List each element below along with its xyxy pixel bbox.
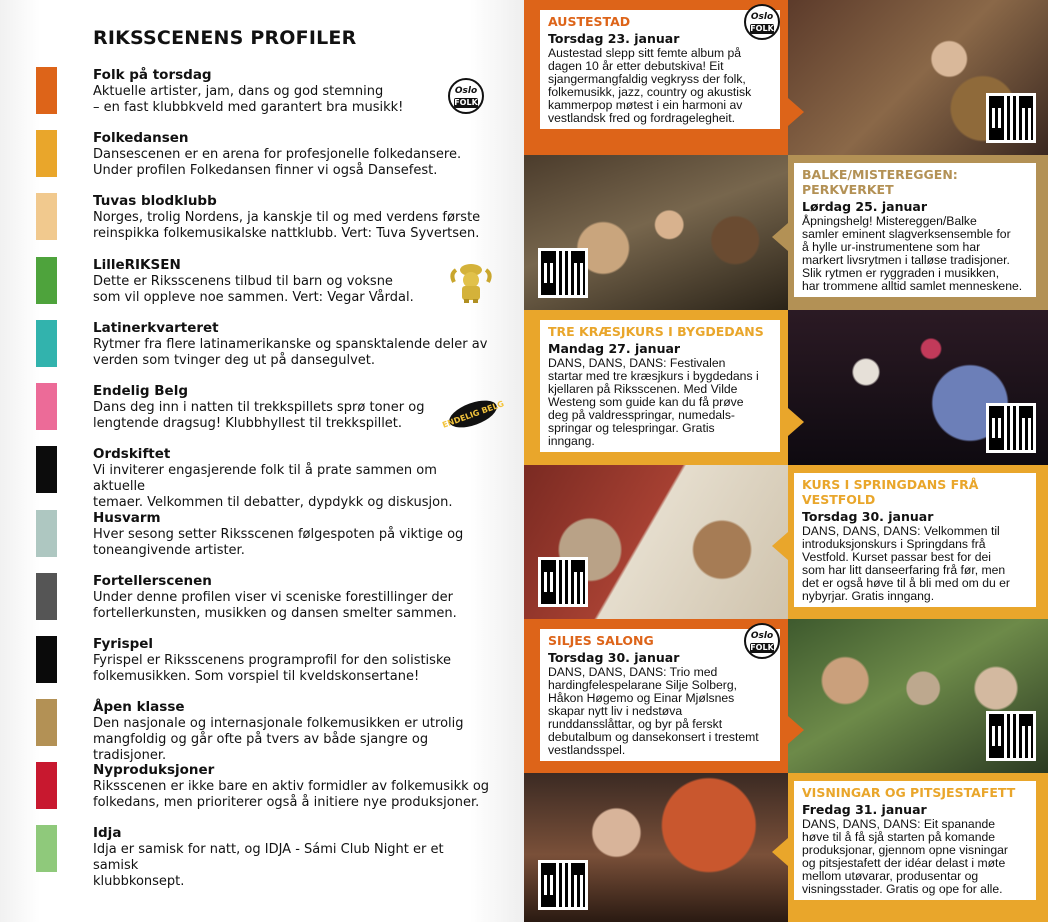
arrow-notch bbox=[788, 98, 804, 126]
badge-text: Oslo bbox=[750, 631, 774, 641]
profile-description-line: Idja er samisk for natt, og IDJA - Sámi Club Night er et samisk bbox=[93, 842, 444, 873]
badge-text: FOLK bbox=[750, 643, 774, 652]
logo-text: Oslo bbox=[454, 86, 478, 96]
right-page bbox=[524, 0, 1048, 922]
event-description-line: har trommene alltid samlet menneskene. bbox=[802, 279, 1023, 293]
profile-description-line: Fyrispel er Riksscenens programprofil for den solistiske bbox=[93, 653, 452, 668]
profile-description-line: Norges, trolig Nordens, ja kanskje til og med verdens første bbox=[93, 210, 481, 225]
event-card bbox=[794, 163, 1036, 297]
event-description-line: Vestfold. Kurset passar best for dei bbox=[802, 550, 992, 564]
endelig-belg-logo-text: ENDELIG BELG bbox=[441, 399, 506, 430]
event-description-line: å hylle ur-instrumentene som har bbox=[802, 240, 981, 254]
event-description-line: sjangermangfaldig vegkryss der folk, bbox=[548, 72, 746, 86]
event-description-line: vestlandsspel. bbox=[548, 743, 626, 757]
event-description-line: deg på valdresspringar, numedals- bbox=[548, 408, 735, 422]
event-row bbox=[524, 310, 1048, 465]
event-description-line: produksjonar, gjennom opne visningar bbox=[802, 843, 1008, 857]
profile-title: Ordskiftet bbox=[93, 446, 171, 462]
profile-color-swatch bbox=[36, 320, 57, 367]
event-description-line: DANS, DANS, DANS: Eit spanande bbox=[802, 817, 996, 831]
profile-description-line: – en fast klubbkveld med garantert bra musikk! bbox=[93, 100, 404, 115]
event-date: Lørdag 25. januar bbox=[802, 199, 928, 214]
event-description-line: samler eminent slagverksensemble for bbox=[802, 227, 1011, 241]
profile-entry bbox=[93, 383, 493, 432]
event-description-line: skapar nytt liv i nedstøva bbox=[548, 704, 683, 718]
event-description-line: mellom utøvarar, produsentar og bbox=[802, 869, 979, 883]
profile-description-line: Riksscenen er ikke bare en aktiv formidler av folkemusikk og bbox=[93, 779, 490, 794]
profile-color-swatch bbox=[36, 257, 57, 304]
event-description-line: DANS, DANS, DANS: Festivalen bbox=[548, 356, 726, 370]
profile-entry bbox=[93, 825, 493, 890]
event-row bbox=[524, 619, 1048, 773]
event-row bbox=[524, 0, 1048, 155]
logo-text: FOLK bbox=[454, 98, 478, 107]
badge-text: FOLK bbox=[750, 24, 774, 33]
profile-title: Fyrispel bbox=[93, 636, 154, 652]
arrow-notch bbox=[788, 408, 804, 436]
event-description-line: folkemusikk, jazz, country og akustisk bbox=[548, 85, 752, 99]
event-description-line: inngang. bbox=[548, 434, 595, 448]
profile-description-line: folkedans, men prioriterer også å initiere nye produksjoner. bbox=[93, 795, 480, 810]
profile-entry bbox=[93, 510, 493, 559]
event-title: TRE KRÆSJKURS I BYGDEDANS bbox=[548, 324, 764, 339]
event-description-line: kjellaren på Riksscenen. Med Vilde bbox=[548, 382, 738, 396]
oslo-folk-badge-icon bbox=[744, 623, 780, 659]
event-description-line: Åpningshelg! Mistereggen/Balke bbox=[802, 214, 977, 228]
profile-description-line: lengtende dragsug! Klubbhyllest til trekkspillet. bbox=[93, 416, 403, 431]
event-description-line: vestlandsk fred og fordragelegheit. bbox=[548, 111, 735, 125]
profile-color-swatch bbox=[36, 510, 57, 557]
profile-title: Latinerkvarteret bbox=[93, 320, 219, 336]
event-description-line: visningsstader. Gratis og ope for alle. bbox=[802, 882, 1003, 896]
profile-title: Folk på torsdag bbox=[93, 67, 212, 83]
profile-entry bbox=[93, 636, 493, 685]
profile-entry bbox=[93, 762, 493, 811]
qr-code-icon[interactable] bbox=[538, 557, 588, 607]
arrow-notch bbox=[772, 532, 788, 560]
profile-description-line: Vi inviterer engasjerende folk til å prate sammen om aktuelle bbox=[93, 463, 437, 494]
event-description-line: Austestad slepp sitt femte album på bbox=[548, 46, 742, 60]
event-title: AUSTESTAD bbox=[548, 14, 631, 29]
profile-description-line: klubbkonsept. bbox=[93, 874, 185, 889]
profile-title: Åpen klasse bbox=[93, 699, 185, 715]
event-description-line: det er også høve til å bli med om du er bbox=[802, 576, 1010, 590]
oslo-folk-badge-icon bbox=[744, 4, 780, 40]
event-row bbox=[524, 465, 1048, 619]
event-description-line: DANS, DANS, DANS: Velkommen til bbox=[802, 524, 1000, 538]
arrow-notch bbox=[772, 838, 788, 866]
profile-color-swatch bbox=[36, 383, 57, 430]
profile-description-line: Under denne profilen viser vi sceniske forestillinger der bbox=[93, 590, 453, 605]
profile-entry bbox=[93, 446, 493, 511]
profile-description-line: Under profilen Folkedansen finner vi også Dansefest. bbox=[93, 163, 438, 178]
event-description-line: dagen 10 år etter debutskiva! Eit bbox=[548, 59, 724, 73]
event-description-line: Håkon Høgemo og Einar Mjølsnes bbox=[548, 691, 735, 705]
event-card bbox=[540, 320, 780, 452]
qr-code-icon[interactable] bbox=[986, 93, 1036, 143]
profile-description-line: Den nasjonale og internasjonale folkemusikken er utrolig bbox=[93, 716, 464, 731]
event-description-line: og pitsjestafett der idéar delast i møte bbox=[802, 856, 1006, 870]
qr-code-icon[interactable] bbox=[538, 248, 588, 298]
profile-color-swatch bbox=[36, 699, 57, 746]
event-card bbox=[794, 781, 1036, 900]
event-title: BALKE/MISTEREGGEN: PERKVERKET bbox=[802, 167, 958, 197]
profile-entry bbox=[93, 257, 493, 306]
event-description-line: Westeng som guide kan du få prøve bbox=[548, 395, 744, 409]
event-description-line: kammerpop møtest i ein harmoni av bbox=[548, 98, 743, 112]
profile-entry bbox=[93, 67, 493, 116]
event-description-line: Slik rytmen er ryggraden i musikken, bbox=[802, 266, 1000, 280]
profile-description-line: mangfoldig og går ofte på tvers av både sjangre og tradisjoner. bbox=[93, 732, 429, 763]
event-date: Fredag 31. januar bbox=[802, 802, 927, 817]
event-title: KURS I SPRINGDANS FRÅ VESTFOLD bbox=[802, 477, 979, 507]
profile-description-line: folkemusikken. Som vorspiel til kveldskonsertane! bbox=[93, 669, 420, 684]
profile-description-line: toneangivende artister. bbox=[93, 543, 245, 558]
event-date: Torsdag 23. januar bbox=[548, 31, 680, 46]
event-description-line: springar og telespringar. Gratis bbox=[548, 421, 715, 435]
event-description-line: startar med tre kræsjkurs i bygdedans i bbox=[548, 369, 759, 383]
event-description-line: debutalbum og dansekonsert i trestemt bbox=[548, 730, 759, 744]
event-card bbox=[540, 629, 780, 761]
event-card bbox=[794, 473, 1036, 607]
profile-title: Endelig Belg bbox=[93, 383, 189, 399]
profile-title: Fortellerscenen bbox=[93, 573, 212, 589]
profile-color-swatch bbox=[36, 825, 57, 872]
profile-title: Nyproduksjoner bbox=[93, 762, 215, 778]
profile-color-swatch bbox=[36, 636, 57, 683]
event-title: SILJES SALONG bbox=[548, 633, 654, 648]
event-description-line: DANS, DANS, DANS: Trio med bbox=[548, 665, 718, 679]
profile-description-line: verden som tvinger deg ut på dansegulvet. bbox=[93, 353, 376, 368]
oslo-folk-logo bbox=[448, 78, 484, 114]
profile-entry bbox=[93, 699, 493, 764]
profile-color-swatch bbox=[36, 67, 57, 114]
profile-description-line: temaer. Velkommen til debatter, dypdykk og diskusjon. bbox=[93, 495, 453, 510]
profile-description-line: reinspikka folkemusikalske nattklubb. Vert: Tuva Syvertsen. bbox=[93, 226, 480, 241]
qr-code-icon[interactable] bbox=[538, 860, 588, 910]
event-description-line: markert livsrytmen i talløse tradisjoner. bbox=[802, 253, 1010, 267]
lillriksen-mascot-icon bbox=[448, 262, 494, 304]
event-description-line: som har litt danseerfaring frå før, men bbox=[802, 563, 1006, 577]
profile-title: LilleRIKSEN bbox=[93, 257, 181, 273]
event-description-line: høve til å få sjå starten på komande bbox=[802, 830, 996, 844]
profile-description-line: fortellerkunsten, musikken og dansen smelter sammen. bbox=[93, 606, 457, 621]
event-row bbox=[524, 773, 1048, 922]
event-title: VISNINGAR OG PITSJESTAFETT bbox=[802, 785, 1016, 800]
profile-description-line: Dans deg inn i natten til trekkspillets sprø toner og bbox=[93, 400, 425, 415]
profile-title: Husvarm bbox=[93, 510, 161, 526]
profile-color-swatch bbox=[36, 762, 57, 809]
profile-description-line: Hver sesong setter Riksscenen følgespoten på viktige og bbox=[93, 527, 464, 542]
endelig-belg-logo bbox=[441, 396, 506, 432]
badge-text: Oslo bbox=[750, 12, 774, 22]
profile-color-swatch bbox=[36, 193, 57, 240]
page-heading: RIKSSCENENS PROFILER bbox=[93, 27, 357, 49]
profile-title: Tuvas blodklubb bbox=[93, 193, 217, 209]
profile-color-swatch bbox=[36, 130, 57, 177]
event-description-line: introduksjonskurs i Springdans frå bbox=[802, 537, 986, 551]
event-date: Mandag 27. januar bbox=[548, 341, 681, 356]
event-description-line: hardingfelespelarane Silje Solberg, bbox=[548, 678, 738, 692]
profile-description-line: Rytmer fra flere latinamerikanske og spansktalende deler av bbox=[93, 337, 488, 352]
profile-entry bbox=[93, 573, 493, 622]
profile-description-line: som vil oppleve noe sammen. Vert: Vegar Vårdal. bbox=[93, 290, 414, 305]
profile-description-line: Aktuelle artister, jam, dans og god stemning bbox=[93, 84, 384, 99]
profile-entry bbox=[93, 193, 493, 242]
event-row bbox=[524, 155, 1048, 310]
profile-color-swatch bbox=[36, 573, 57, 620]
event-date: Torsdag 30. januar bbox=[802, 509, 934, 524]
profile-title: Folkedansen bbox=[93, 130, 189, 146]
profile-color-swatch bbox=[36, 446, 57, 493]
profile-description-line: Dansescenen er en arena for profesjonelle folkedansere. bbox=[93, 147, 462, 162]
profile-entry bbox=[93, 130, 493, 179]
profile-description-line: Dette er Riksscenens tilbud til barn og voksne bbox=[93, 274, 393, 289]
event-description-line: runddansslåttar, og byr på ferskt bbox=[548, 717, 723, 731]
qr-code-icon[interactable] bbox=[986, 711, 1036, 761]
arrow-notch bbox=[788, 716, 804, 744]
qr-code-icon[interactable] bbox=[986, 403, 1036, 453]
event-description-line: nybyrjar. Gratis inngang. bbox=[802, 589, 935, 603]
profile-entry bbox=[93, 320, 493, 369]
event-date: Torsdag 30. januar bbox=[548, 650, 680, 665]
profile-title: Idja bbox=[93, 825, 122, 841]
arrow-notch bbox=[772, 223, 788, 251]
